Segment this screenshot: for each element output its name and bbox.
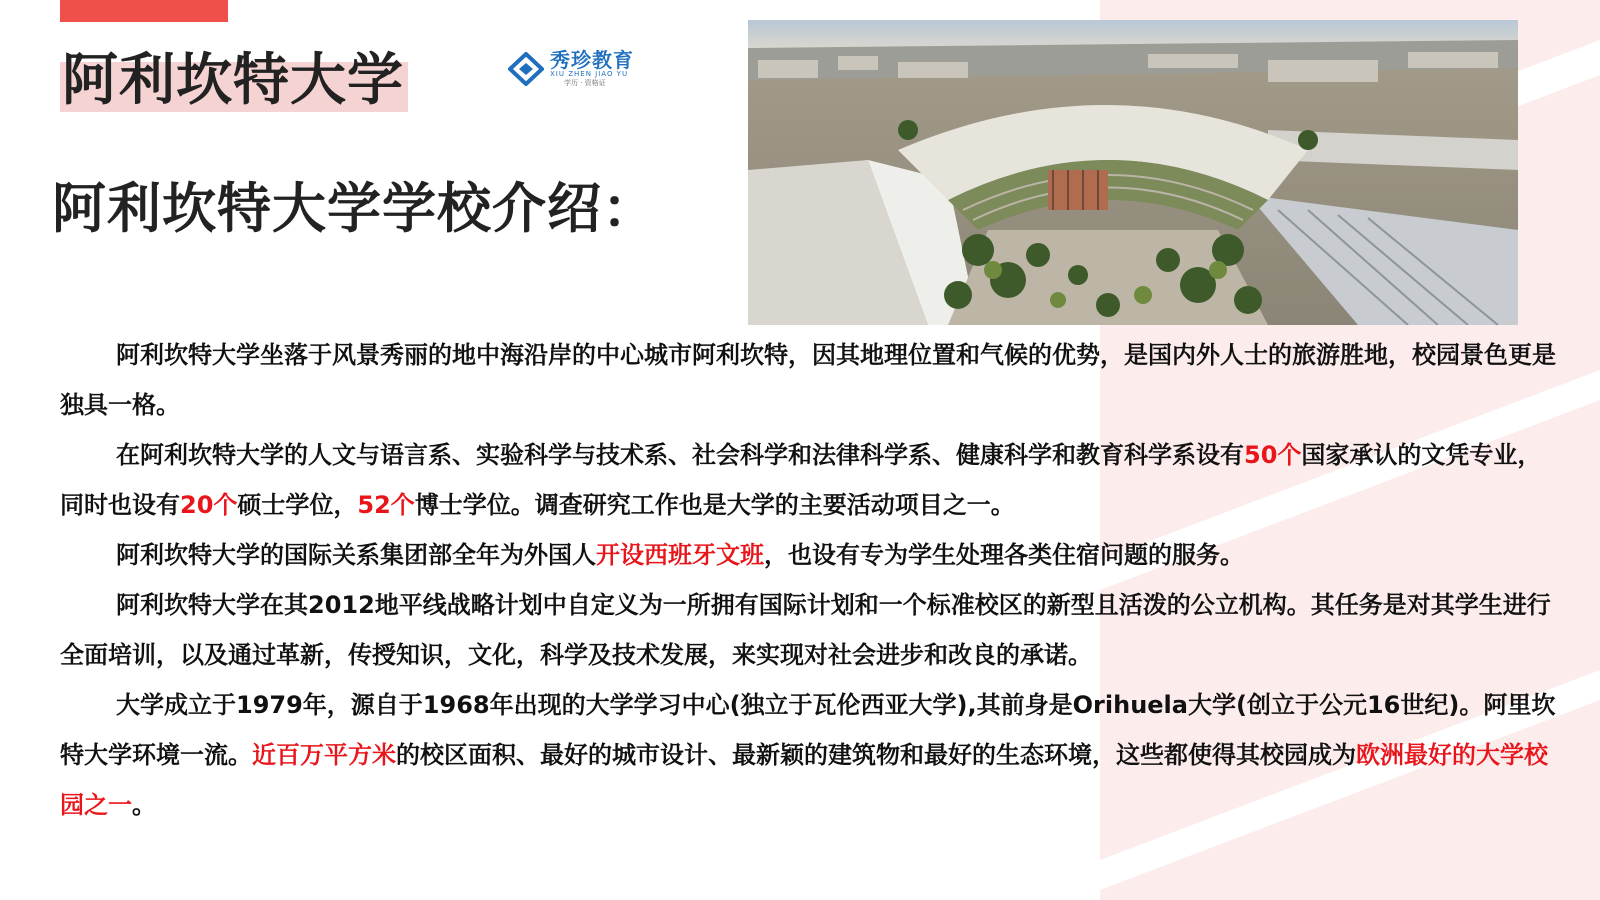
paragraph-programs (60, 430, 1560, 530)
text-span: 国家承认的文凭专业，同时也设有 (60, 441, 1542, 519)
text-span: 博士学位。调查研究工作也是大学的主要活动项目之一。 (414, 491, 1015, 519)
paragraph-location (60, 330, 1560, 430)
logo-name: 秀珍教育 (550, 48, 634, 72)
text-span: 阿利坎特大学坐落于风景秀丽的地中海沿岸的中心城市阿利坎特，因其地理位置和气候的优势，是国内外人士的旅游胜地，校园景色更是独具一格。 (60, 341, 1556, 419)
text-span: 阿利坎特大学的国际关系集团部全年为外国人 (116, 541, 596, 569)
accent-bar (60, 0, 228, 22)
text-span: 的校区面积、最好的城市设计、最新颖的建筑物和最好的生态环境，这些都使得其校园成为 (396, 741, 1356, 769)
page-title: 阿利坎特大学 (62, 48, 404, 113)
text-span: 硕士学位， (237, 491, 358, 519)
paragraph-strategy (60, 580, 1560, 680)
logo-text (550, 50, 634, 88)
paragraph-international (60, 530, 1560, 580)
text-span: 在阿利坎特大学的人文与语言系、实验科学与技术系、社会科学和法律科学系、健康科学和教育科学系设有 (116, 441, 1244, 469)
highlight-text: 欧洲最好的大学校园之一 (60, 741, 1548, 819)
highlight-text: 开设西班牙文班 (596, 541, 764, 569)
section-title: 阿利坎特大学学校介绍： (52, 177, 657, 240)
highlight-text: 52个 (357, 491, 415, 519)
highlight-text: 近百万平方米 (252, 741, 396, 769)
paragraph-history (60, 680, 1560, 830)
logo-tagline: 学历 · 资格证 (564, 79, 606, 87)
diamond-logo-icon (508, 52, 544, 86)
intro-text (60, 330, 1560, 830)
text-span: 。 (132, 791, 156, 819)
brand-logo (508, 50, 634, 88)
logo-pinyin: XIU ZHEN JIAO YU (550, 70, 629, 78)
highlight-text: 50个 (1244, 441, 1302, 469)
text-span: 阿利坎特大学在其2012地平线战略计划中自定义为一所拥有国际计划和一个标准校区的新型且活泼的公立机构。其任务是对其学生进行全面培训，以及通过革新，传授知识，文化，科学及技术发展，来实现对社会进步和改良的承诺。 (60, 591, 1551, 669)
text-span: ，也设有专为学生处理各类住宿问题的服务。 (764, 541, 1244, 569)
campus-aerial-photo (748, 20, 1518, 325)
text-span: 大学成立于1979年，源自于1968年出现的大学学习中心(独立于瓦伦西亚大学),其前身是Orihuela大学(创立于公元16世纪)。阿里坎特大学环境一流。 (60, 691, 1556, 769)
highlight-text: 20个 (180, 491, 238, 519)
